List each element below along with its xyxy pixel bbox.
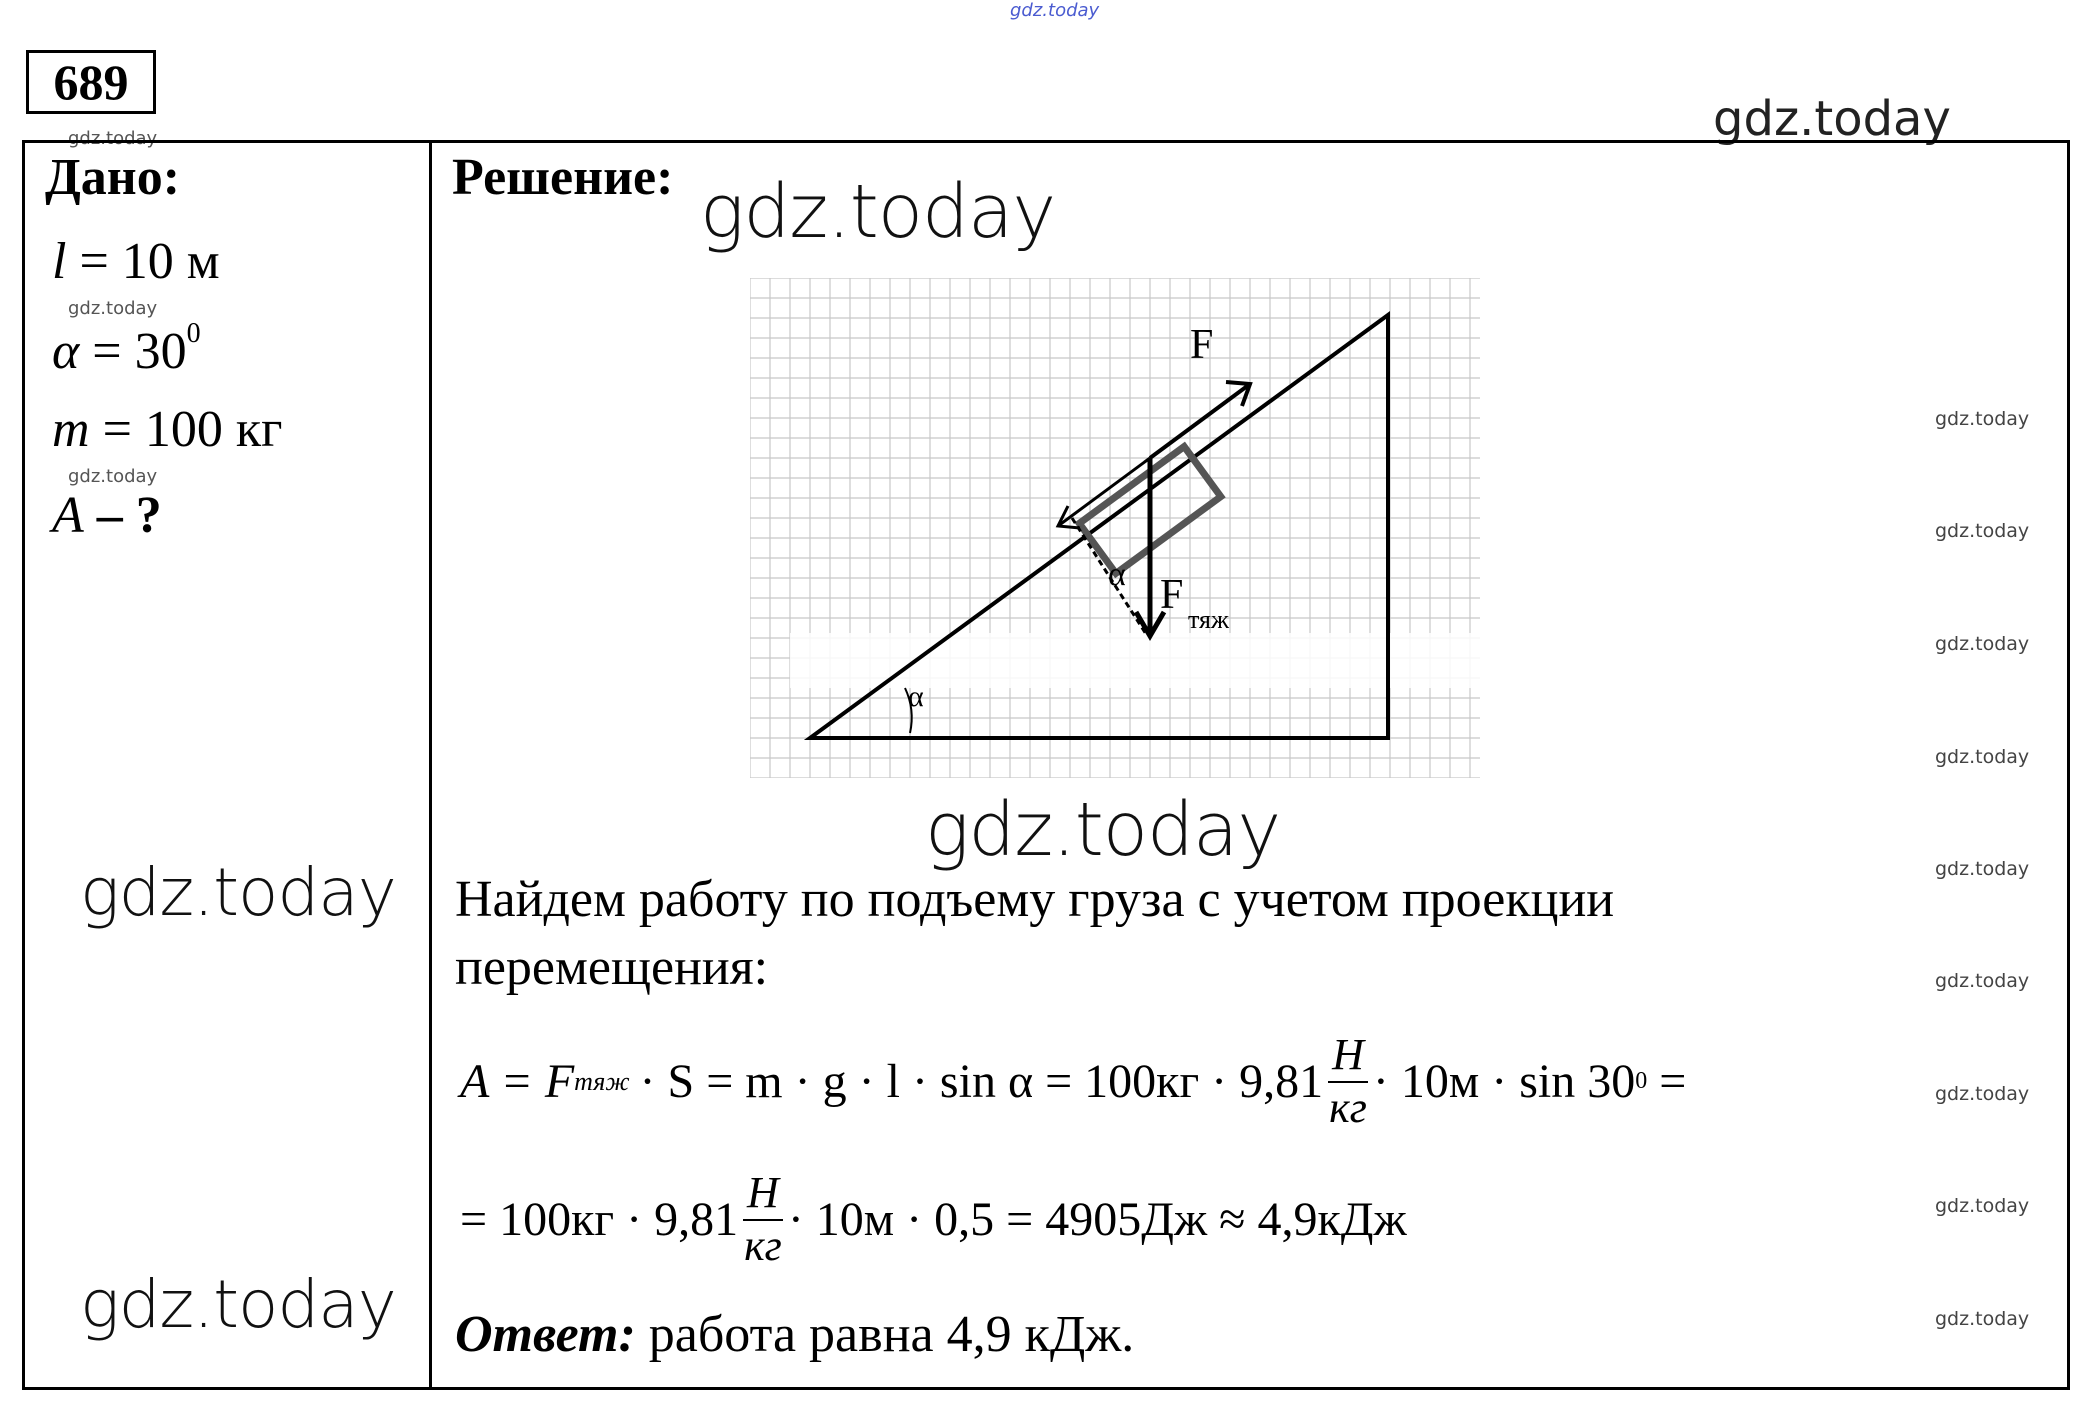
watermark: gdz.today [1935,1308,2030,1330]
formula2-frac-den: кг [744,1220,782,1270]
formula1-exp: 0 [1635,1068,1648,1095]
watermark: gdz.today [1935,408,2030,430]
force-arrow-line [1150,384,1250,458]
formula2-frac-num: Н [743,1168,783,1221]
angle-symbol: α [52,323,80,380]
watermark: gdz.today [1935,858,2030,880]
given-header: Дано: [45,149,181,206]
formula1-part4: = [1647,1055,1687,1109]
watermark: gdz.today [700,169,1056,255]
angle-value: = 30 [92,323,187,380]
watermark: gdz.today [68,298,158,319]
formula1-part1: A = F [460,1055,575,1109]
incline-diagram [750,278,1480,778]
given-length [52,232,220,291]
solution-header: Решение: [452,149,674,206]
watermark: gdz.today [1935,520,2030,542]
watermark: gdz.today [1935,746,2030,768]
solution-text-line2: перемещения: [455,939,769,996]
watermark: gdz.today [1935,633,2030,655]
watermark: gdz.today [1935,1083,2030,1105]
formula2-part2: · 10м · 0,5 = 4905Дж ≈ 4,9кДж [787,1193,1407,1247]
watermark: gdz.today [925,787,1281,873]
watermark-top: gdz.today [1010,0,1100,21]
solution-text-line1: Найдем работу по подъему груза с учетом проекции [455,871,1615,928]
formula-line2 [460,1168,1407,1271]
mass-value: = 100 кг [102,401,283,458]
length-symbol: l [52,233,67,290]
formula1-fraction [1325,1030,1371,1133]
column-divider [429,140,432,1390]
grid-fade [790,633,1480,688]
projection-arrow-line [1058,458,1150,526]
given-unknown [52,486,162,545]
formula1-sub: тяж [574,1066,630,1096]
gravity-subscript: тяж [1188,605,1229,634]
angle-label-base: α [908,680,924,713]
watermark: gdz.today [68,466,158,487]
formula1-frac-num: Н [1328,1030,1368,1083]
answer-line [455,1305,1134,1364]
watermark: gdz.today [68,128,158,149]
problem-number: 689 [26,50,156,114]
watermark: gdz.today [1713,91,1951,147]
mass-symbol: m [52,401,90,458]
angle-exp: 0 [186,318,201,349]
formula1-frac-den: кг [1329,1082,1367,1132]
given-mass [52,400,282,459]
watermark: gdz.today [1935,1195,2030,1217]
gravity-label: F [1160,572,1184,618]
formula1-part3: · 10м · sin 30 [1372,1055,1636,1109]
unknown-symbol: A [52,487,84,544]
watermark: gdz.today [1935,970,2030,992]
force-label: F [1190,322,1214,368]
formula1-part2: · S = m · g · l · sin α = 100кг · 9,81 [639,1055,1324,1109]
length-value: = 10 м [79,233,220,290]
watermark: gdz.today [80,1266,396,1343]
given-angle [52,318,201,381]
answer-label: Ответ: [455,1306,636,1363]
angle-label-top: α [1108,556,1126,593]
formula2-part1: = 100кг · 9,81 [460,1193,739,1247]
unknown-value: – ? [96,487,162,544]
watermark: gdz.today [80,854,396,931]
formula2-fraction [740,1168,786,1271]
answer-text: работа равна 4,9 кДж. [648,1306,1135,1363]
formula-line1 [460,1030,1686,1133]
